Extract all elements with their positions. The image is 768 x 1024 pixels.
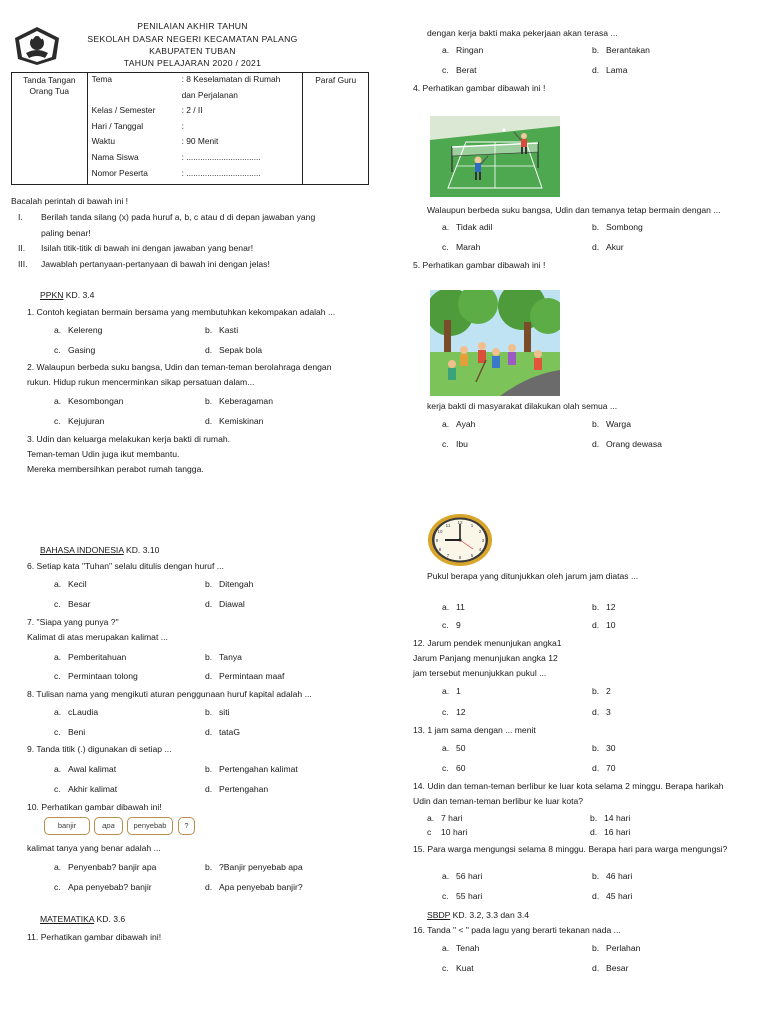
info-row: Nama Siswa : ................................ xyxy=(91,151,261,162)
question-text: Mereka membersihkan perabot rumah tangga. xyxy=(27,464,204,474)
answer-option[interactable]: b. 30 xyxy=(592,743,616,753)
instructions-title: Bacalah perintah di bawah ini ! xyxy=(11,196,129,206)
question-text: 7. "Siapa yang punya ?" xyxy=(27,617,119,627)
answer-option[interactable]: b. Berantakan xyxy=(592,45,650,55)
instruction-text: paling benar! xyxy=(41,228,91,238)
svg-text:6: 6 xyxy=(458,555,462,560)
answer-option[interactable]: d. Kemiskinan xyxy=(205,416,264,426)
answer-option[interactable]: b. Warga xyxy=(592,419,631,429)
word-card: penyebab xyxy=(127,817,173,835)
answer-option[interactable]: a. Kecil xyxy=(54,579,87,589)
svg-text:9: 9 xyxy=(435,538,439,543)
question-text: jam tersebut menunjukkan pukul ... xyxy=(413,668,547,678)
svg-text:11: 11 xyxy=(445,523,451,528)
answer-option[interactable]: a. 11 xyxy=(442,602,465,612)
school-logo xyxy=(12,25,62,67)
svg-text:4: 4 xyxy=(478,547,482,552)
answer-option[interactable]: b. Pertengahan kalimat xyxy=(205,764,298,774)
word-card: banjir xyxy=(44,817,90,835)
instruction-number: II. xyxy=(18,243,26,253)
instruction-text: Isilah titik-titik di bawah ini dengan jawaban yang benar! xyxy=(41,243,254,253)
answer-option[interactable]: c. Besar xyxy=(54,599,91,609)
instruction-text: Berilah tanda silang (x) pada huruf a, b, c atau d di depan jawaban yang xyxy=(41,212,316,222)
svg-text:7: 7 xyxy=(446,553,450,558)
info-row: Hari / Tanggal : xyxy=(91,120,184,131)
question-text: 15. Para warga mengungsi selama 8 minggu. Berapa hari para warga mengungsi? xyxy=(413,844,728,854)
answer-option[interactable]: b. 14 hari xyxy=(590,813,631,823)
answer-option[interactable]: c. Gasing xyxy=(54,345,96,355)
question-text: 14. Udin dan teman-teman berlibur ke luar kota selama 2 minggu. Berapa harikah xyxy=(413,781,724,791)
svg-text:12: 12 xyxy=(457,520,463,525)
answer-option[interactable]: c. Ibu xyxy=(442,439,468,449)
header-line-2: SEKOLAH DASAR NEGERI KECAMATAN PALANG xyxy=(87,34,298,44)
question-text: 13. 1 jam sama dengan ... menit xyxy=(413,725,536,735)
answer-option[interactable]: d. Pertengahan xyxy=(205,784,269,794)
question-text: 9. Tanda titik (.) digunakan di setiap ... xyxy=(27,744,172,754)
question-text: 12. Jarum pendek menunjukan angka1 xyxy=(413,638,562,648)
question-text: 5. Perhatikan gambar dibawah ini ! xyxy=(413,260,546,270)
clock-illustration xyxy=(427,513,493,567)
question-text: 2. Walaupun berbeda suku bangsa, Udin dan teman-teman berolahraga dengan xyxy=(27,362,332,372)
question-text: Pukul berapa yang ditunjukkan oleh jarum jam diatas ... xyxy=(427,571,639,581)
answer-option[interactable]: a. Penyenbab? banjir apa xyxy=(54,862,157,872)
answer-option[interactable]: b. Keberagaman xyxy=(205,396,273,406)
answer-option[interactable]: d. Apa penyebab banjir? xyxy=(205,882,303,892)
section-bahasa-indonesia: BAHASA INDONESIA KD. 3.10 xyxy=(40,545,160,555)
answer-option[interactable]: a. Kesombongan xyxy=(54,396,124,406)
question-text: Udin dan teman-teman berlibur ke luar kota? xyxy=(413,796,584,806)
answer-option[interactable]: c. Berat xyxy=(442,65,477,75)
answer-option[interactable]: d. 45 hari xyxy=(592,891,633,901)
answer-option[interactable]: b. Kasti xyxy=(205,325,239,335)
section-sbdp: SBDP KD. 3.2, 3.3 dan 3.4 xyxy=(427,910,530,920)
question-text: 1. Contoh kegiatan bermain bersama yang membutuhkan kekompakan adalah ... xyxy=(27,307,336,317)
answer-option[interactable]: b. siti xyxy=(205,707,230,717)
question-text: Kalimat di atas merupakan kalimat ... xyxy=(27,632,168,642)
question-text: 4. Perhatikan gambar dibawah ini ! xyxy=(413,83,546,93)
answer-option[interactable]: b. Sombong xyxy=(592,222,643,232)
answer-option[interactable]: b. 46 hari xyxy=(592,871,633,881)
answer-option[interactable]: b. Tanya xyxy=(205,652,242,662)
answer-option[interactable]: c. Marah xyxy=(442,242,481,252)
question-text: kalimat tanya yang benar adalah ... xyxy=(27,843,161,853)
answer-option[interactable]: a. Ayah xyxy=(442,419,476,429)
answer-option[interactable]: c 10 hari xyxy=(427,827,468,837)
word-card: apa xyxy=(94,817,123,835)
info-details-cell xyxy=(87,73,303,185)
info-row: Tema : 8 Keselamatan di Rumah xyxy=(91,74,281,84)
answer-option[interactable]: a. Pemberitahuan xyxy=(54,652,127,662)
header-line-3: KABUPATEN TUBAN xyxy=(149,46,236,56)
question-text: Teman-teman Udin juga ikut membantu. xyxy=(27,449,180,459)
answer-option[interactable]: c. Beni xyxy=(54,727,86,737)
answer-option[interactable]: d. Orang dewasa xyxy=(592,439,662,449)
answer-option[interactable]: a. Tidak adil xyxy=(442,222,493,232)
answer-option[interactable]: c. Permintaan tolong xyxy=(54,671,138,681)
answer-option[interactable]: d. tataG xyxy=(205,727,241,737)
answer-option[interactable]: c. Kuat xyxy=(442,963,474,973)
question-text: 6. Setiap kata "Tuhan" selalu ditulis dengan huruf ... xyxy=(27,561,224,571)
answer-option[interactable]: d. Sepak bola xyxy=(205,345,263,355)
svg-text:3: 3 xyxy=(481,538,485,543)
answer-option[interactable]: a. Kelereng xyxy=(54,325,103,335)
answer-option[interactable]: a. 56 hari xyxy=(442,871,483,881)
answer-option[interactable]: d. Besar xyxy=(592,963,629,973)
info-table xyxy=(11,72,369,185)
question-text: 8. Tulisan nama yang mengikuti aturan penggunaan huruf kapital adalah ... xyxy=(27,689,312,699)
parent-signature-cell xyxy=(12,73,88,185)
svg-text:8: 8 xyxy=(438,547,442,552)
answer-option[interactable]: b. 12 xyxy=(592,602,616,612)
answer-option[interactable]: c. 12 xyxy=(442,707,466,717)
answer-option[interactable]: a. Tenah xyxy=(442,943,480,953)
question-text: Walaupun berbeda suku bangsa, Udin dan temanya tetap bermain dengan ... xyxy=(427,205,721,215)
instruction-text: Jawablah pertanyaan-pertanyaan di bawah ini dengan jelas! xyxy=(41,259,270,269)
answer-option[interactable]: c. Kejujuran xyxy=(54,416,105,426)
answer-option[interactable]: a. Ringan xyxy=(442,45,484,55)
question-text: rukun. Hidup rukun mencerminkan sikap persatuan dalam... xyxy=(27,377,255,387)
answer-option[interactable]: a. cLaudia xyxy=(54,707,99,717)
answer-option[interactable]: a. Awal kalimat xyxy=(54,764,117,774)
answer-option[interactable]: a. 50 xyxy=(442,743,466,753)
answer-option[interactable]: d. 70 xyxy=(592,763,616,773)
answer-option[interactable]: d. Lama xyxy=(592,65,628,75)
community-work-illustration xyxy=(430,290,560,396)
question-text: 11. Perhatikan gambar dibawah ini! xyxy=(27,932,162,942)
question-text: kerja bakti di masyarakat dilakukan olah semua ... xyxy=(427,401,618,411)
info-row: Kelas / Semester : 2 / II xyxy=(91,105,203,116)
answer-option[interactable]: a. 1 xyxy=(442,686,461,696)
answer-option[interactable]: b. 2 xyxy=(592,686,611,696)
badminton-illustration xyxy=(430,116,560,197)
answer-option[interactable]: c. 60 xyxy=(442,763,466,773)
svg-text:1: 1 xyxy=(470,523,474,528)
instruction-number: III. xyxy=(18,259,28,269)
answer-option[interactable]: c. 9 xyxy=(442,620,461,630)
question-text: 10. Perhatikan gambar dibawah ini! xyxy=(27,802,162,812)
teacher-paraf-cell xyxy=(303,73,369,185)
answer-option[interactable]: d. Diawal xyxy=(205,599,245,609)
info-row: Waktu : 90 Menit xyxy=(91,136,219,147)
question-text: 3. Udin dan keluarga melakukan kerja bakti di rumah. xyxy=(27,434,231,444)
answer-option[interactable]: c. Akhir kalimat xyxy=(54,784,118,794)
question-text: 16. Tanda " < " pada lagu yang berarti tekanan nada ... xyxy=(413,925,621,935)
svg-text:2: 2 xyxy=(478,529,482,534)
answer-option[interactable]: b. Ditengah xyxy=(205,579,254,589)
header-line-1: PENILAIAN AKHIR TAHUN xyxy=(137,21,248,31)
info-row: dan Perjalanan xyxy=(181,89,238,100)
answer-option[interactable]: d. Permintaan maaf xyxy=(205,671,285,681)
question-text: dengan kerja bakti maka pekerjaan akan terasa ... xyxy=(427,28,618,38)
answer-option[interactable]: b. ?Banjir penyebab apa xyxy=(205,862,303,872)
header-line-4: TAHUN PELAJARAN 2020 / 2021 xyxy=(123,58,262,68)
section-matematika: MATEMATIKA KD. 3.6 xyxy=(40,914,126,924)
section-ppkn: PPKN KD. 3.4 xyxy=(40,290,95,300)
instruction-number: I. xyxy=(18,212,23,222)
answer-option[interactable]: c. Apa penyebab? banjir xyxy=(54,882,152,892)
answer-option[interactable]: d. 3 xyxy=(592,707,611,717)
question-text: Jarum Panjang menunjukan angka 12 xyxy=(413,653,558,663)
answer-option[interactable]: a. 7 hari xyxy=(427,813,463,823)
answer-option[interactable]: d. Akur xyxy=(592,242,624,252)
answer-option[interactable]: c. 55 hari xyxy=(442,891,483,901)
parent-signature-label: Tanda Tangan Orang Tua xyxy=(23,75,76,96)
answer-option[interactable]: d. 16 hari xyxy=(590,827,631,837)
info-row: Nomor Peserta : ................................ xyxy=(91,167,261,178)
word-card: ? xyxy=(178,817,195,835)
svg-text:10: 10 xyxy=(437,529,443,534)
answer-option[interactable]: b. Perlahan xyxy=(592,943,641,953)
svg-text:5: 5 xyxy=(470,553,474,558)
teacher-paraf-label: Paraf Guru xyxy=(315,75,357,85)
answer-option[interactable]: d. 10 xyxy=(592,620,616,630)
